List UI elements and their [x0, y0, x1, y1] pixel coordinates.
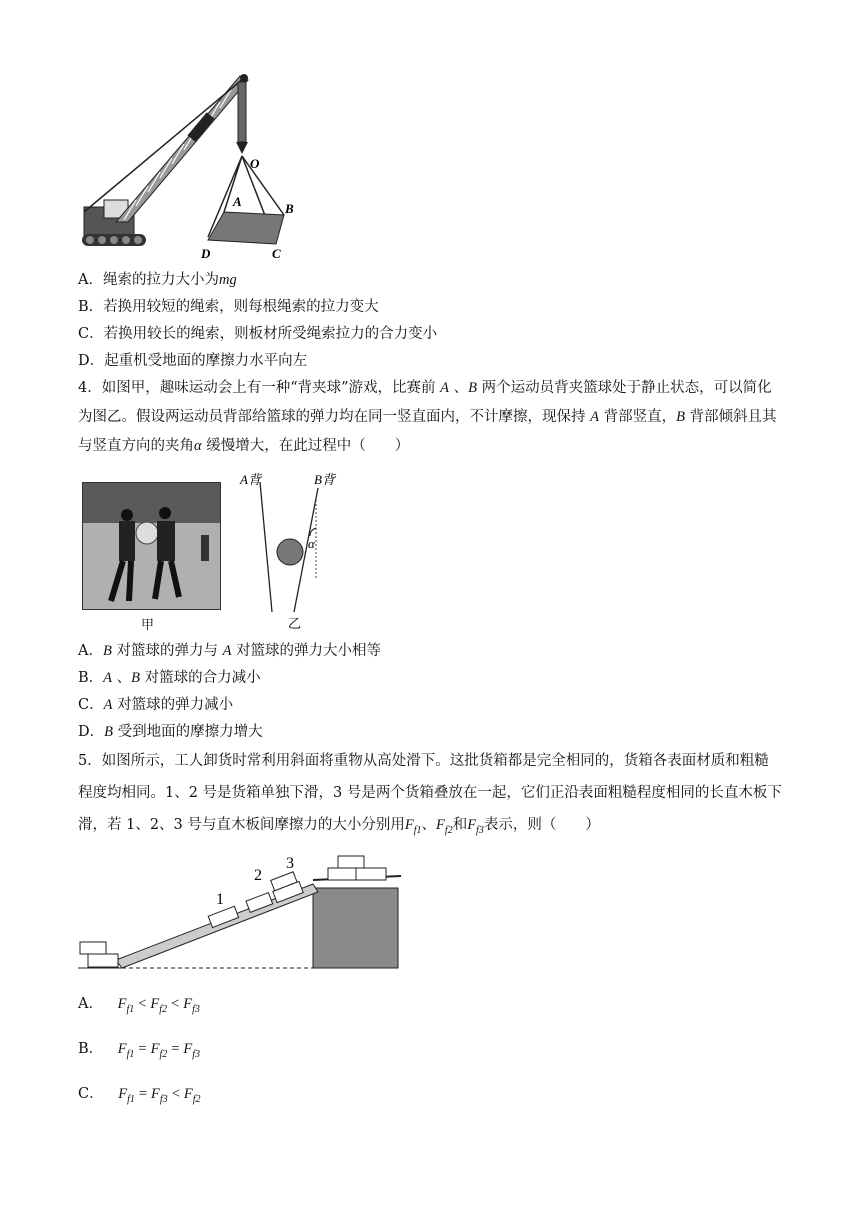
box-label-3: 3 — [286, 855, 294, 872]
label-a: A — [233, 194, 242, 209]
diagram-yi — [230, 470, 350, 635]
ramp-figure — [76, 848, 406, 973]
label-b: B — [285, 201, 294, 216]
label-d: D — [201, 246, 211, 261]
photo-jia — [82, 482, 221, 610]
caption-jia: 甲 — [141, 618, 155, 633]
q5-stem: 5．如图所示，工人卸货时常利用斜面将重物从高处滑下。这批货箱都是完全相同的，货箱各表面材质和粗糙程度均相同。1、2 号是货箱单独下滑，3 号是两个货箱叠放在一起，它们正沿表面粗糙程度相同的长直木板下滑，若 1、2、3 号与直木板间摩擦力的大小分别用$F_{f1}$、$F_{f2}$和$F_{f3}$表示，则（ ） — [78, 753, 782, 836]
q3-option-c: C．若换用较长的绳索，则板材所受绳索拉力的合力变小 — [78, 326, 438, 342]
angle-alpha: α — [308, 536, 315, 551]
q5-option-c: C． $F_{f1} = F_{f3} < F_{f2}$ — [78, 1086, 201, 1105]
label-b-back: B背 — [314, 472, 335, 487]
q3-option-d: D．起重机受地面的摩擦力水平向左 — [78, 353, 308, 369]
caption-yi: 乙 — [288, 616, 302, 631]
q4-stem: 4．如图甲，趣味运动会上有一种“背夹球”游戏，比赛前 A 、B 两个运动员背夹篮球处于静止状态，可以简化为图乙。假设两运动员背部给篮球的弹力均在同一竖直面内，不计摩擦，现保持 A 背部竖直，B 背部倾斜且其与竖直方向的夹角α 缓慢增大，在此过程中（ ） — [78, 380, 777, 454]
box-label-2: 2 — [254, 867, 262, 884]
q4-option-c: C．A 对篮球的弹力减小 — [78, 697, 234, 713]
box-label-1: 1 — [216, 891, 224, 908]
label-c: C — [272, 246, 281, 261]
crane-figure — [76, 72, 306, 262]
q5-option-a: A． $F_{f1} < F_{f2} < F_{f3}$ — [78, 996, 200, 1015]
q5-option-b: B． $F_{f1} = F_{f2} = F_{f3}$ — [78, 1041, 201, 1060]
q4-option-d: D．B 受到地面的摩擦力增大 — [78, 724, 263, 740]
q3-option-a: A．绳索的拉力大小为mg — [78, 272, 237, 288]
q3-option-b: B．若换用较短的绳索，则每根绳索的拉力变大 — [78, 299, 379, 315]
label-a-back: A背 — [240, 472, 261, 487]
q4-option-b: B．A 、B 对篮球的合力减小 — [78, 670, 261, 686]
label-o: O — [250, 156, 260, 171]
q4-option-a: A．B 对篮球的弹力与 A 对篮球的弹力大小相等 — [78, 643, 382, 659]
